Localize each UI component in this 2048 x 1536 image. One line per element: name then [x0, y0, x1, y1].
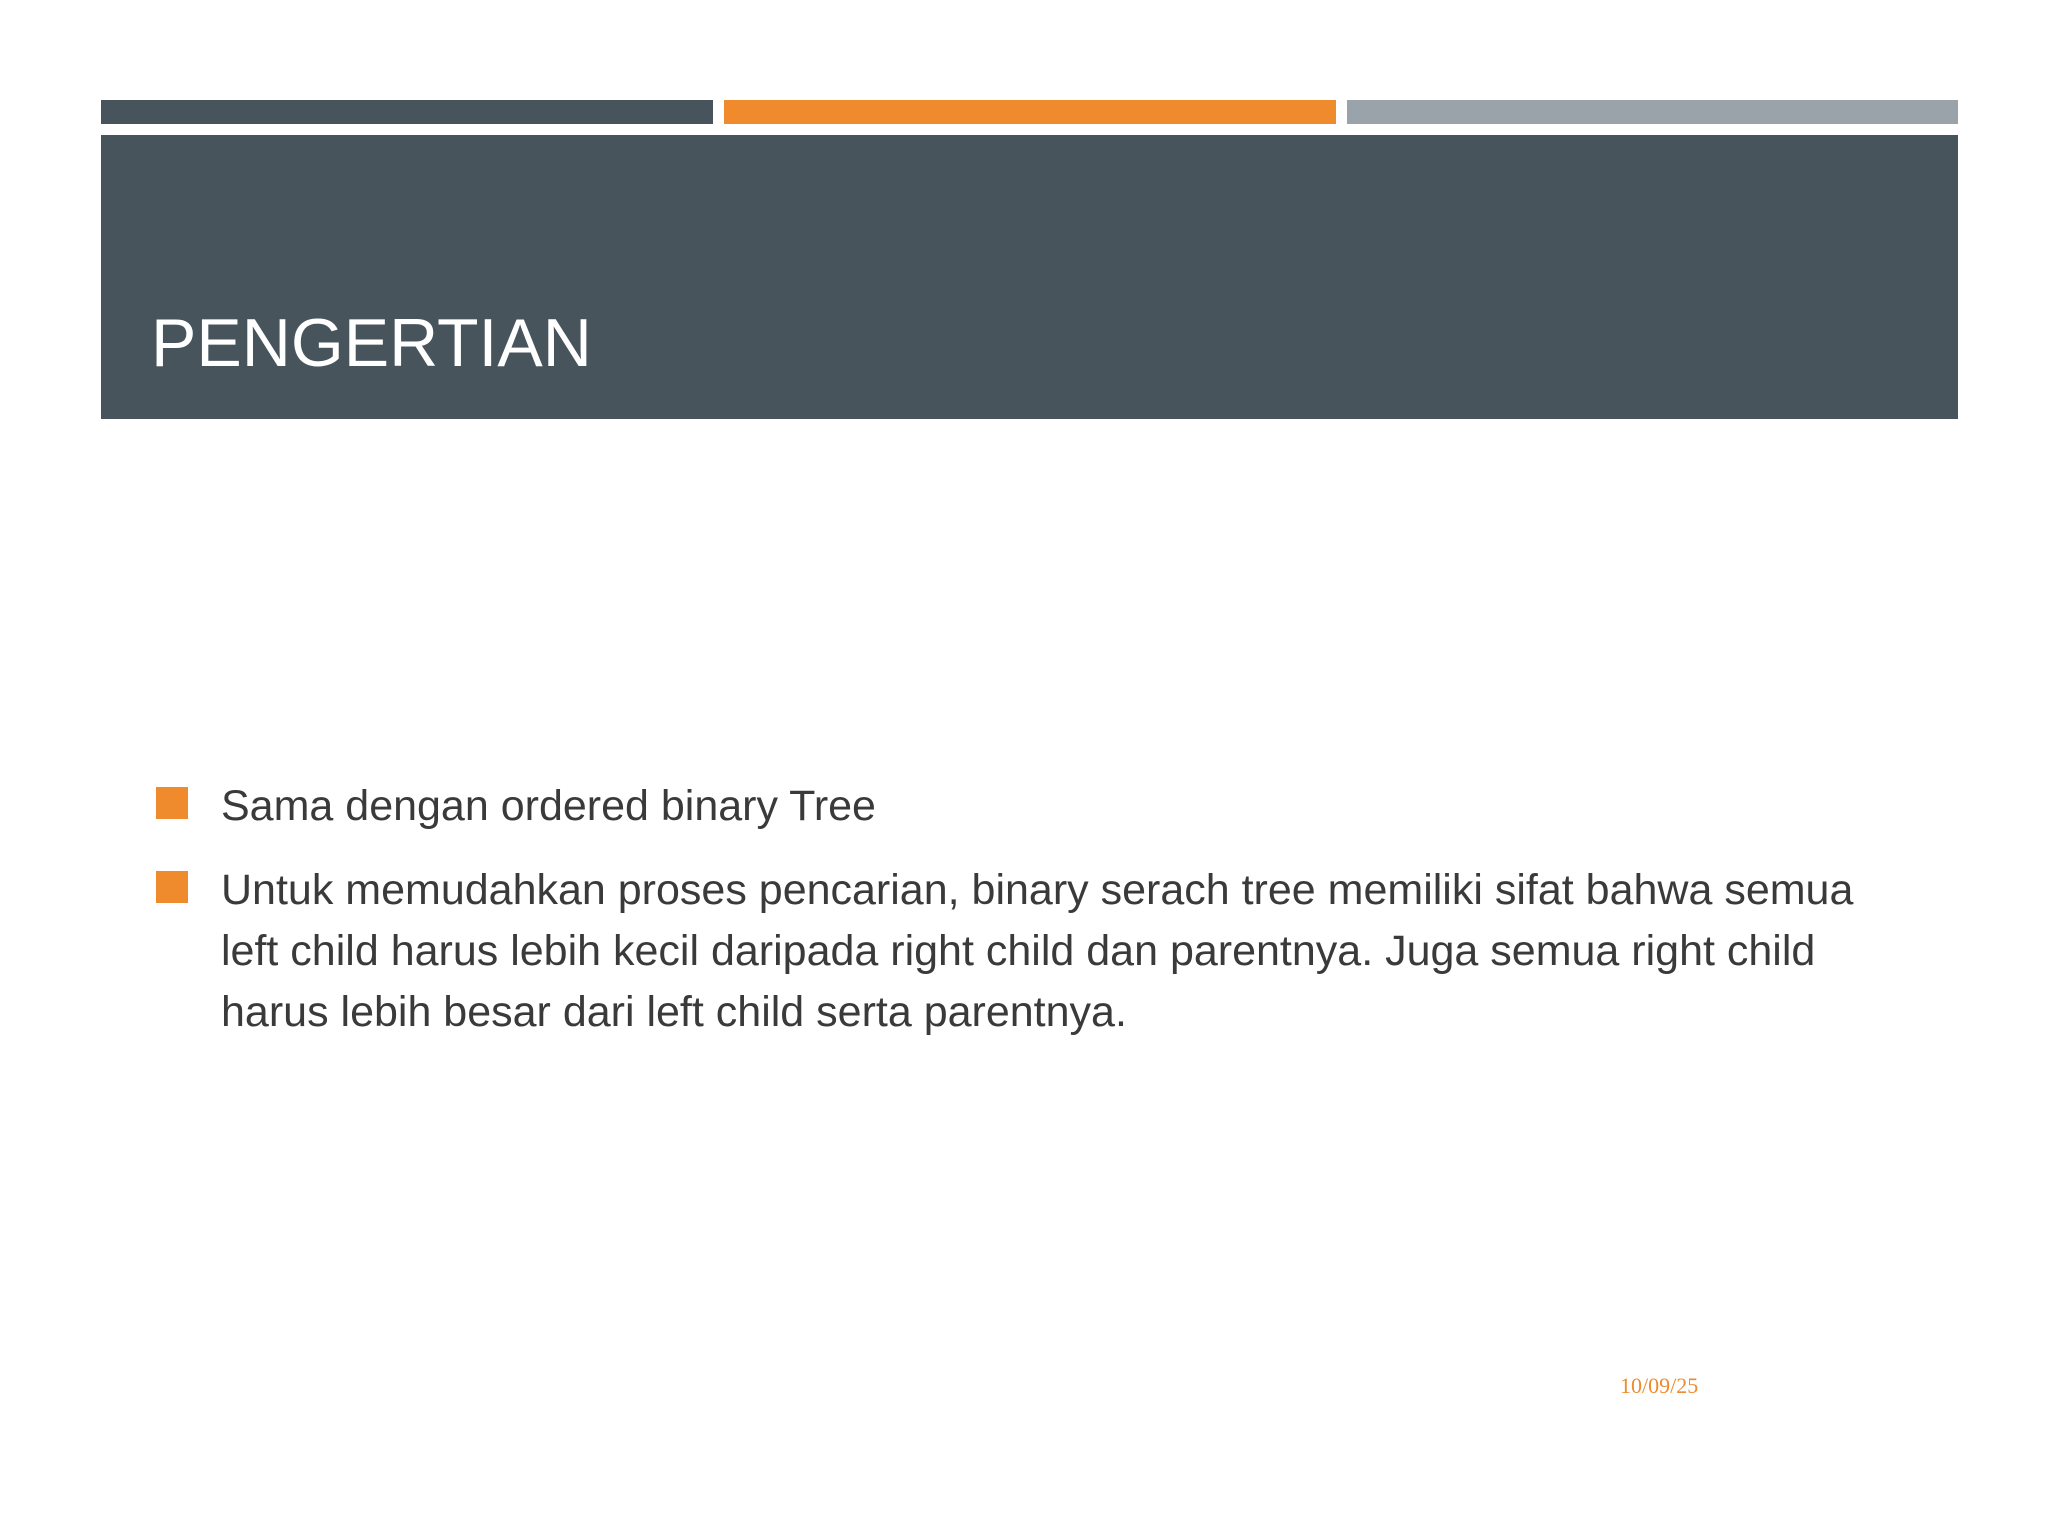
footer-date: 10/09/25: [1620, 1373, 1699, 1398]
bullet-text: Untuk memudahkan proses pencarian, binary serach tree memiliki sifat bahwa semua left child harus lebih kecil daripada right child dan parentnya. Juga semua right child harus lebih besar dari left child serta parentnya.: [221, 866, 1854, 1036]
square-bullet-icon: [156, 871, 188, 903]
square-bullet-icon: [156, 787, 188, 819]
list-item: [155, 776, 1895, 837]
accent-bar-orange: [724, 100, 1336, 124]
accent-bar-gray: [1347, 100, 1958, 124]
list-item: [155, 860, 1895, 1043]
bullet-text: Sama dengan ordered binary Tree: [221, 782, 876, 830]
accent-bar-dark: [101, 100, 713, 124]
title-band: [101, 135, 1958, 419]
bullet-list: [155, 776, 1895, 1066]
page-title: PENGERTIAN: [151, 305, 592, 381]
